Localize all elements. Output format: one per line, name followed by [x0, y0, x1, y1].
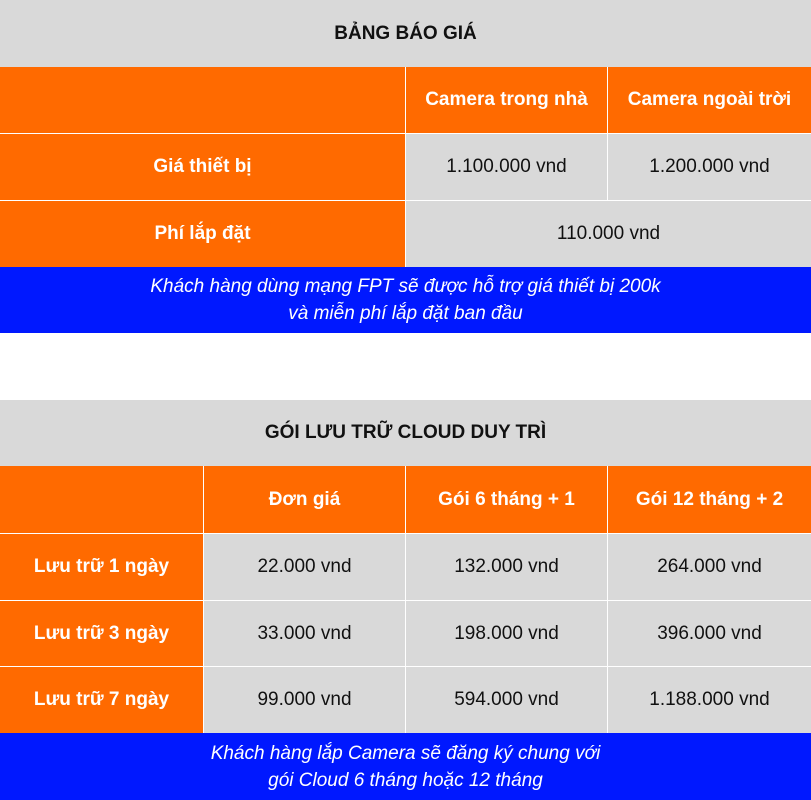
price-note [0, 267, 811, 333]
price-row-device-label-text: Giá thiết bị [153, 156, 252, 177]
cloud-table-title-text: GÓI LƯU TRỮ CLOUD DUY TRÌ [264, 422, 547, 443]
price-value: 198.000 vnd [454, 622, 559, 644]
price-table-header-row [0, 67, 811, 133]
cloud-note [0, 733, 811, 800]
price-row-device-outdoor [607, 134, 811, 200]
price-value: 110.000 vnd [556, 223, 661, 244]
cloud-header-6-months [405, 466, 607, 533]
price-value: 396.000 vnd [657, 622, 762, 644]
price-value: 1.200.000 vnd [649, 156, 770, 177]
price-row-device [0, 133, 811, 200]
cloud-cell [203, 534, 405, 600]
price-value: 594.000 vnd [454, 689, 559, 710]
cloud-table-header-row [0, 466, 811, 533]
cloud-header-12-months [607, 466, 811, 533]
cloud-cell [607, 667, 811, 733]
price-note-line-2: và miễn phí lắp đặt ban đầu [288, 303, 523, 324]
price-header-outdoor-text: Camera ngoài trời [627, 89, 792, 110]
price-row-install-value [405, 201, 811, 267]
cloud-table-title [0, 400, 811, 466]
cloud-row-label [0, 601, 203, 666]
price-row-install-label [0, 201, 405, 267]
price-value: 1.188.000 vnd [649, 689, 770, 710]
price-header-indoor [405, 67, 607, 133]
cloud-header-6-months-text: Gói 6 tháng + 1 [438, 488, 575, 510]
price-header-indoor-text: Camera trong nhà [425, 89, 588, 110]
cloud-cell [607, 601, 811, 666]
cloud-note-line-2: gói Cloud 6 tháng hoặc 12 tháng [268, 769, 543, 791]
cloud-row-label [0, 667, 203, 733]
cloud-row-1-day [0, 533, 811, 600]
price-value: 99.000 vnd [257, 689, 352, 710]
price-value: 22.000 vnd [257, 556, 352, 577]
price-table-title [0, 0, 811, 67]
section-gap [0, 333, 811, 400]
price-row-device-label [0, 134, 405, 200]
cloud-header-12-months-text: Gói 12 tháng + 2 [635, 488, 784, 510]
cloud-row-label-text: Lưu trữ 7 ngày [33, 689, 170, 710]
cloud-header-unit-price-text: Đơn giá [268, 488, 341, 510]
cloud-row-3-days [0, 600, 811, 666]
cloud-header-empty [0, 466, 203, 533]
cloud-row-label-text: Lưu trữ 3 ngày [33, 622, 170, 644]
price-value: 1.100.000 vnd [446, 156, 567, 177]
cloud-row-7-days [0, 666, 811, 733]
cloud-cell [405, 534, 607, 600]
cloud-row-label [0, 534, 203, 600]
price-row-install [0, 200, 811, 267]
cloud-cell [607, 534, 811, 600]
price-value: 33.000 vnd [257, 622, 352, 644]
price-value: 132.000 vnd [454, 556, 559, 577]
cloud-cell [203, 601, 405, 666]
cloud-cell [203, 667, 405, 733]
price-note-line-1: Khách hàng dùng mạng FPT sẽ được hỗ trợ giá thiết bị 200k [150, 276, 661, 297]
price-header-outdoor [607, 67, 811, 133]
cloud-cell [405, 667, 607, 733]
cloud-note-line-1: Khách hàng lắp Camera sẽ đăng ký chung với [210, 742, 601, 764]
cloud-header-unit-price [203, 466, 405, 533]
price-value: 264.000 vnd [657, 556, 762, 577]
cloud-row-label-text: Lưu trữ 1 ngày [33, 556, 170, 577]
price-row-device-indoor [405, 134, 607, 200]
price-header-empty [0, 67, 405, 133]
cloud-cell [405, 601, 607, 666]
price-row-install-label-text: Phí lắp đặt [154, 223, 251, 244]
price-table-title-text: BẢNG BÁO GIÁ [334, 22, 477, 44]
